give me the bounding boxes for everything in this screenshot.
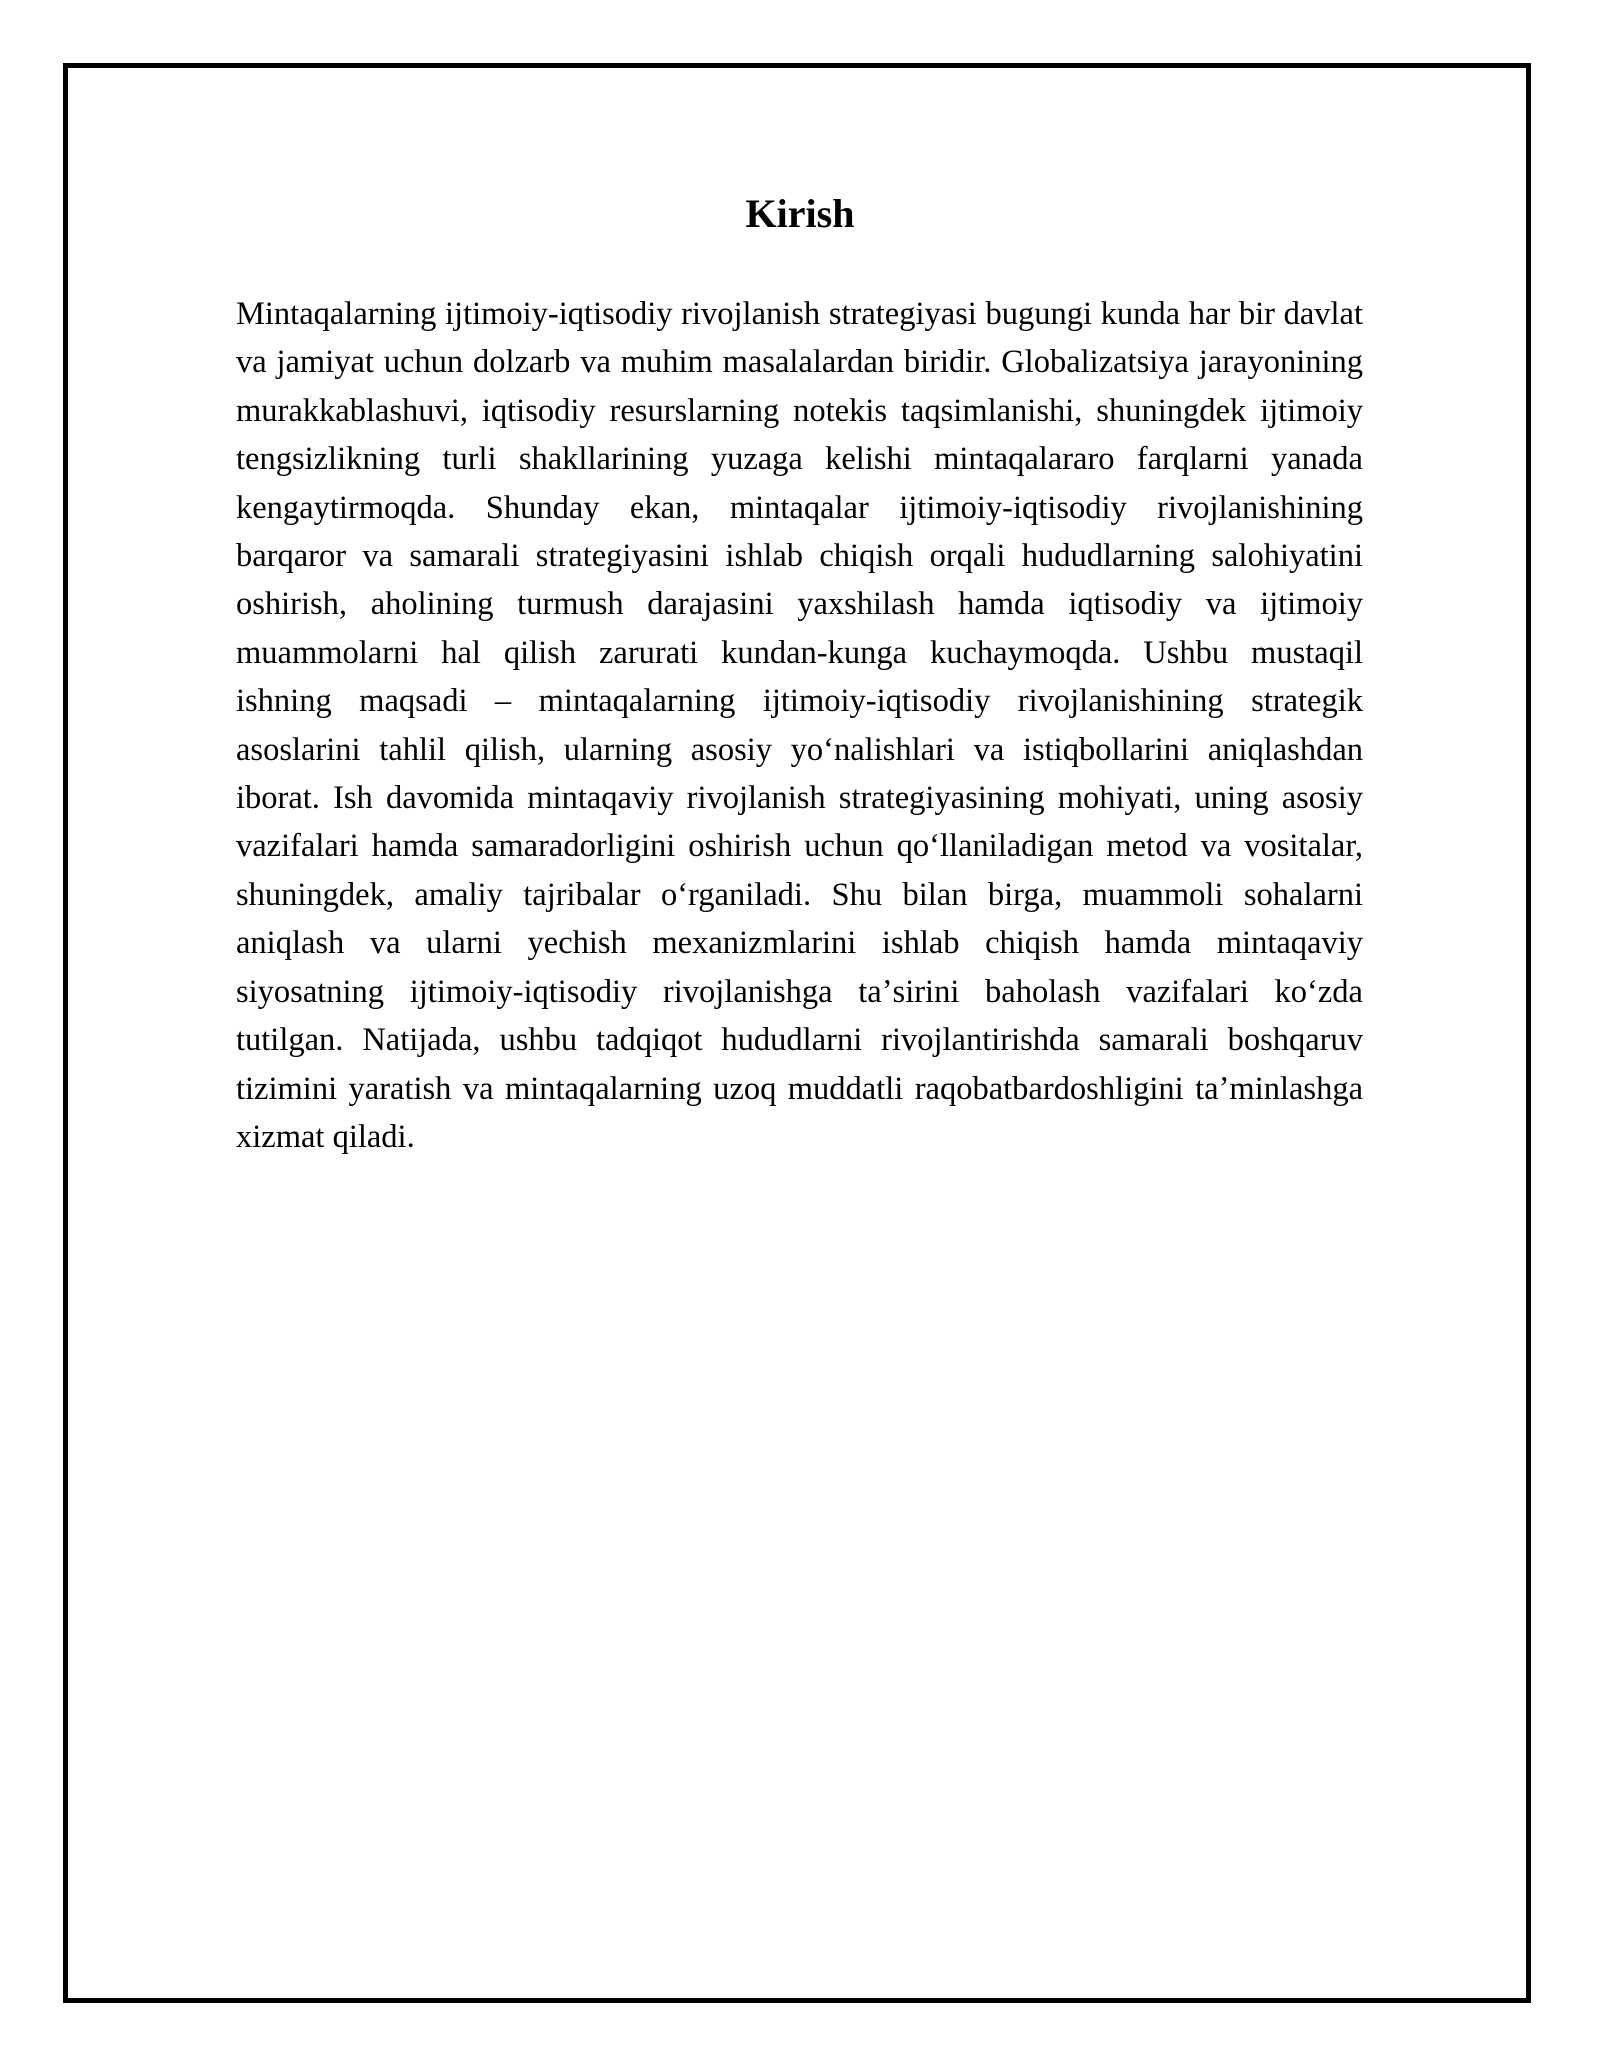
page-title: Kirish [745,191,855,236]
body-paragraph: Mintaqalarning ijtimoiy-iqtisodiy rivojlanish strategiyasi bugungi kunda har bir davlat va jamiyat uchun dolzarb va muhim masalalardan biridir. Globalizatsiya jarayonining murakkablashuvi, iqtisodiy resurslarning notekis taqsimlanishi, shuningdek ijtimoiy tengsizlikning turli shakllarining yuzaga kelishi mintaqalararo farqlarni yanada kengaytirmoqda. Shunday ekan, mintaqalar ijtimoiy-iqtisodiy rivojlanishining barqaror va samarali strategiyasini ishlab chiqish orqali hududlarning salohiyatini oshirish, aholining turmush darajasini yaxshilash hamda iqtisodiy va ijtimoiy muammolarni hal qilish zarurati kundan-kunga kuchaymoqda. Ushbu mustaqil ishning maqsadi – mintaqalarning ijtimoiy-iqtisodiy rivojlanishining strategik asoslarini tahlil qilish, ularning asosiy yoʻnalishlari va istiqbollarini aniqlashdan iborat. Ish davomida mintaqaviy rivojlanish strategiyasining mohiyati, uning asosiy vazifalari hamda samaradorligini oshirish uchun qoʻllaniladigan metod va vositalar, shuningdek, amaliy tajribalar oʻrganiladi. Shu bilan birga, muammoli sohalarni aniqlash va ularni yechish mexanizmlarini ishlab chiqish hamda mintaqaviy siyosatning ijtimoiy-iqtisodiy rivojlanishga taʼsirini baholash vazifalari koʻzda tutilgan. Natijada, ushbu tadqiqot hududlarni rivojlantirishda samarali boshqaruv tizimini yaratish va mintaqalarning uzoq muddatli raqobatbardoshligini taʼminlashga xizmat qiladi. [236,296,1363,1155]
